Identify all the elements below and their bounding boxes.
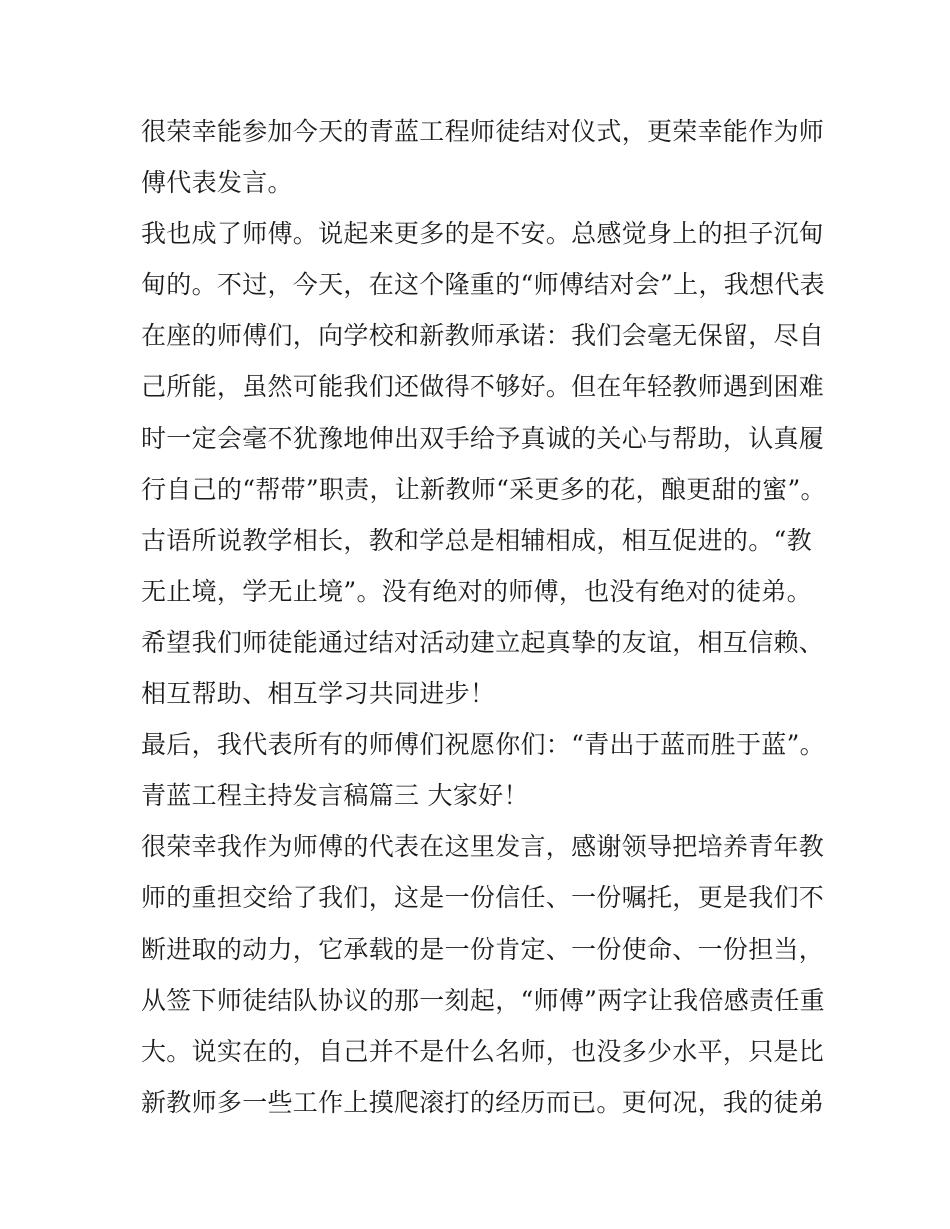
text-line: 最后，我代表所有的师傅们祝愿你们：“青出于蓝而胜于蓝”。 <box>141 730 825 760</box>
text-line: 甸的。不过，今天，在这个隆重的“师傅结对会”上，我想代表 <box>141 270 825 300</box>
text-line: 我也成了师傅。说起来更多的是不安。总感觉身上的担子沉甸 <box>141 219 825 249</box>
text-line: 断进取的动力，它承载的是一份肯定、一份使命、一份担当， <box>141 934 825 964</box>
text-line: 傅代表发言。 <box>141 168 293 198</box>
text-line: 大。说实在的，自己并不是什么名师，也没多少水平，只是比 <box>141 1036 825 1066</box>
text-line: 很荣幸我作为师傅的代表在这里发言，感谢领导把培养青年教 <box>141 832 825 862</box>
text-line: 从签下师徒结队协议的那一刻起，“师傅”两字让我倍感责任重 <box>141 985 825 1015</box>
text-line: 新教师多一些工作上摸爬滚打的经历而已。更何况，我的徒弟 <box>141 1087 825 1117</box>
text-line: 时一定会毫不犹豫地伸出双手给予真诚的关心与帮助，认真履 <box>141 423 825 453</box>
text-line: 希望我们师徒能通过结对活动建立起真挚的友谊，相互信赖、 <box>141 627 825 657</box>
text-line: 己所能，虽然可能我们还做得不够好。但在年轻教师遇到困难 <box>141 372 825 402</box>
text-line: 行自己的“帮带”职责，让新教师“采更多的花，酿更甜的蜜”。 <box>141 474 826 504</box>
text-line: 师的重担交给了我们，这是一份信任、一份嘱托，更是我们不 <box>141 883 825 913</box>
text-line: 相互帮助、相互学习共同进步！ <box>141 679 496 709</box>
document-body <box>141 106 826 1128</box>
text-line: 在座的师傅们，向学校和新教师承诺：我们会毫无保留，尽自 <box>141 321 825 351</box>
text-line: 古语所说教学相长，教和学总是相辅相成，相互促进的。“教 <box>141 525 812 555</box>
text-line: 无止境，学无止境”。没有绝对的师傅，也没有绝对的徒弟。 <box>141 576 812 606</box>
text-line: 很荣幸能参加今天的青蓝工程师徒结对仪式，更荣幸能作为师 <box>141 117 825 146</box>
section-heading-line: 青蓝工程主持发言稿篇三 大家好！ <box>141 781 529 811</box>
